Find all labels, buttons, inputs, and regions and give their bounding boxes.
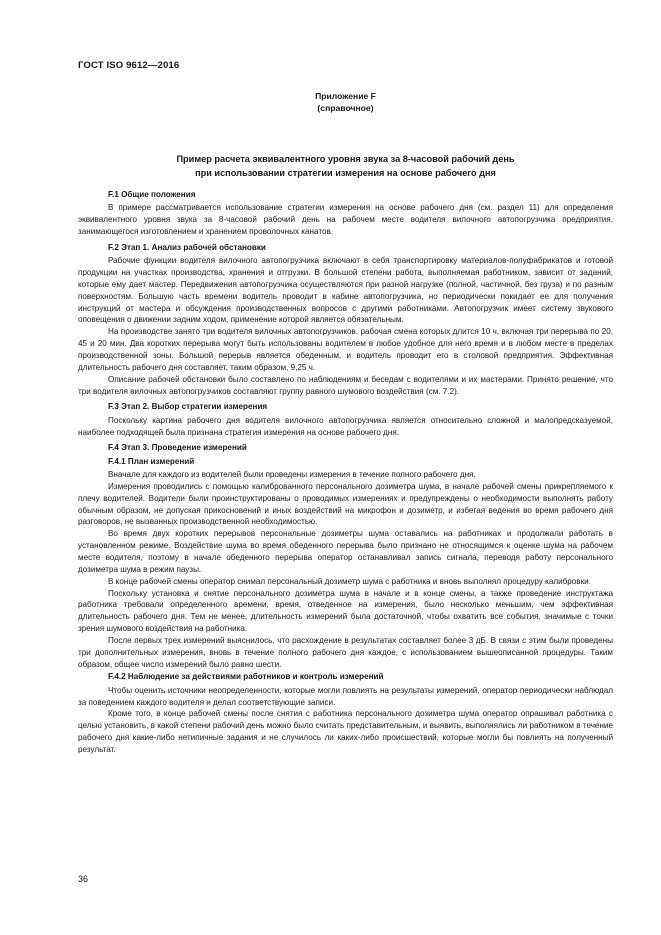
- paragraph: В конце рабочей смены оператор снимал персональный дозиметр шума с работника и вновь выполнял процедуру калибровки.: [108, 576, 591, 586]
- paragraph: Чтобы оценить источники неопределенности, которые могли повлиять на результаты измерений, оператор периодически наблюдал за поведением каждого водителя и делал соответствующие записи.: [78, 685, 613, 707]
- annex-type: (справочное): [317, 103, 374, 113]
- paragraph: Во время двух коротких перерывов персональные дозиметры шума оставались на работниках и продолжали работать в установленном режиме. Воздействие шума во время обеденного перерыва было признано не относящимся к оценке шума на рабочем месте водителя, поэтому в начале обеденного перерыва оператор останавливал запись сигнала, переводя работу персонального дозиметра шума в режим паузы.: [78, 529, 613, 574]
- subsection-heading-f42: F.4.2 Наблюдение за действиями работников и контроль измерений: [108, 672, 384, 682]
- section-heading-f3: F.3 Этап 2. Выбор стратегии измерения: [108, 402, 268, 412]
- section-heading-f1: F.1 Общие положения: [108, 190, 196, 199]
- document-body: [78, 189, 613, 756]
- paragraph: Поскольку установка и снятие персонального дозиметра шума в начале и в конце смены, а также проведение инструктажа работника требовали определенного времени, время, отведенное на измерения, было несколько меньшим, чем эффективная длительность рабочего дня. Тем не менее, длительность измерений была достаточной, чтобы охватить все события, значимые с точки зрения шумового воздействия на работника.: [78, 588, 613, 634]
- paragraph: Измерения проводились с помощью калиброванного персонального дозиметра шума, в начале рабочей смены прикрепляемого к плечу водителей. Водители были проинструктированы о проводимых измерениях и предупреждены о необходимости выполнять работу обычным образом, не допуская прикосновений и иных воздействий на микрофон и дозиметр, и избегая ведения во время рабочего дня разговоров, не вызванных производственной необходимостью.: [78, 481, 613, 527]
- paragraph: Описание рабочей обстановки было составлено по наблюдениям и беседам с водителями и их мастерами. Принято решение, что три водителя вилочных автопогрузчиков составляют группу равного шумового воздействия (см. 7.2).: [78, 374, 613, 396]
- page-number: 36: [78, 874, 89, 884]
- paragraph: Поскольку картина рабочего дня водителя вилочного автопогрузчика является относительно сложной и малопредсказуемой, наиболее подходящей была признана стратегия измерения на основе рабочего дня.: [78, 415, 613, 437]
- paragraph: Рабочие функции водителя вилочного автопогрузчика включают в себя транспортировку материалов-полуфабрикатов и готовой продукции на участках производства, хранения и отгрузки. В большой степени работа, выполняемая работником, зависит от заданий, которые ему дает мастер. Передвижения автопогрузчика осуществляются при разной нагрузке (полной, частичной, без груза) и по разным поверхностям. Большую часть времени водитель проводит в кабине автопогрузчика, но периодически покидает ее для получения инструкций от мастера и обсуждения производственных вопросов с другими работниками. Автопогрузчик имеет систему звукового оповещения о движении задним ходом, применение которой является обязательным.: [78, 256, 613, 325]
- annex-title-line-2: при использовании стратегии измерения на основе рабочего дня: [195, 167, 496, 178]
- subsection-heading-f41: F.4.1 План измерений: [108, 456, 195, 466]
- paragraph: На производстве занято три водителя вилочных автопогрузчиков, рабочая смена которых длится 10 ч, включая три перерыва по 20, 45 и 20 мин. Два коротких перерыва могут быть использованы водителем в любое удобное для него время и в любом месте в пределах производственной зоны. Большой перерыв является обеденным, и водитель проводит его в столовой предприятия. Эффективная длительность рабочего дня составляет, таким образом, 9,25 ч.: [78, 327, 613, 372]
- paragraph: После первых трех измерений выяснилось, что расхождение в результатах составляет более 3 дБ. В связи с этим были проведены три дополнительных измерения, вновь в течение полного рабочего дня каждое, с использованием вышеописанной процедуры. Таким образом, общее число измерений было равно шести.: [78, 635, 613, 669]
- section-heading-f2: F.2 Этап 1. Анализ рабочей обстановки: [108, 242, 266, 252]
- annex-header: [78, 90, 613, 114]
- annex-title: [78, 153, 613, 180]
- annex-title-line-1: Пример расчета эквивалентного уровня звука за 8-часовой рабочий день: [176, 154, 515, 164]
- paragraph: Кроме того, в конце рабочей смены после снятия с работника персонального дозиметра шума оператор опрашивал работника с целью установить, в какой степени рабочий день можно было считать представительным, и выявить, выполнялись ли работником в течение рабочего дня какие-либо нетипичные задания и не случилось ли каких-либо происшествий, которые могли бы повлиять на полученный результат.: [78, 709, 613, 754]
- annex-label: Приложение F: [315, 91, 376, 101]
- section-heading-f4: F.4 Этап 3. Проведение измерений: [108, 443, 247, 453]
- paragraph: Вначале для каждого из водителей были проведены измерения в течение полного рабочего дня.: [108, 470, 476, 480]
- standard-designation: ГОСТ ISO 9612—2016: [78, 60, 180, 71]
- paragraph: В примере рассматривается использование стратегии измерения на основе рабочего дня (см. раздел 11) для определения эквивалентного уровня звука за 8-часовой рабочий день на рабочем месте водителя вилочного автопогрузчика предприятия, занимающегося изготовлением и хранением проволочных канатов.: [78, 203, 613, 237]
